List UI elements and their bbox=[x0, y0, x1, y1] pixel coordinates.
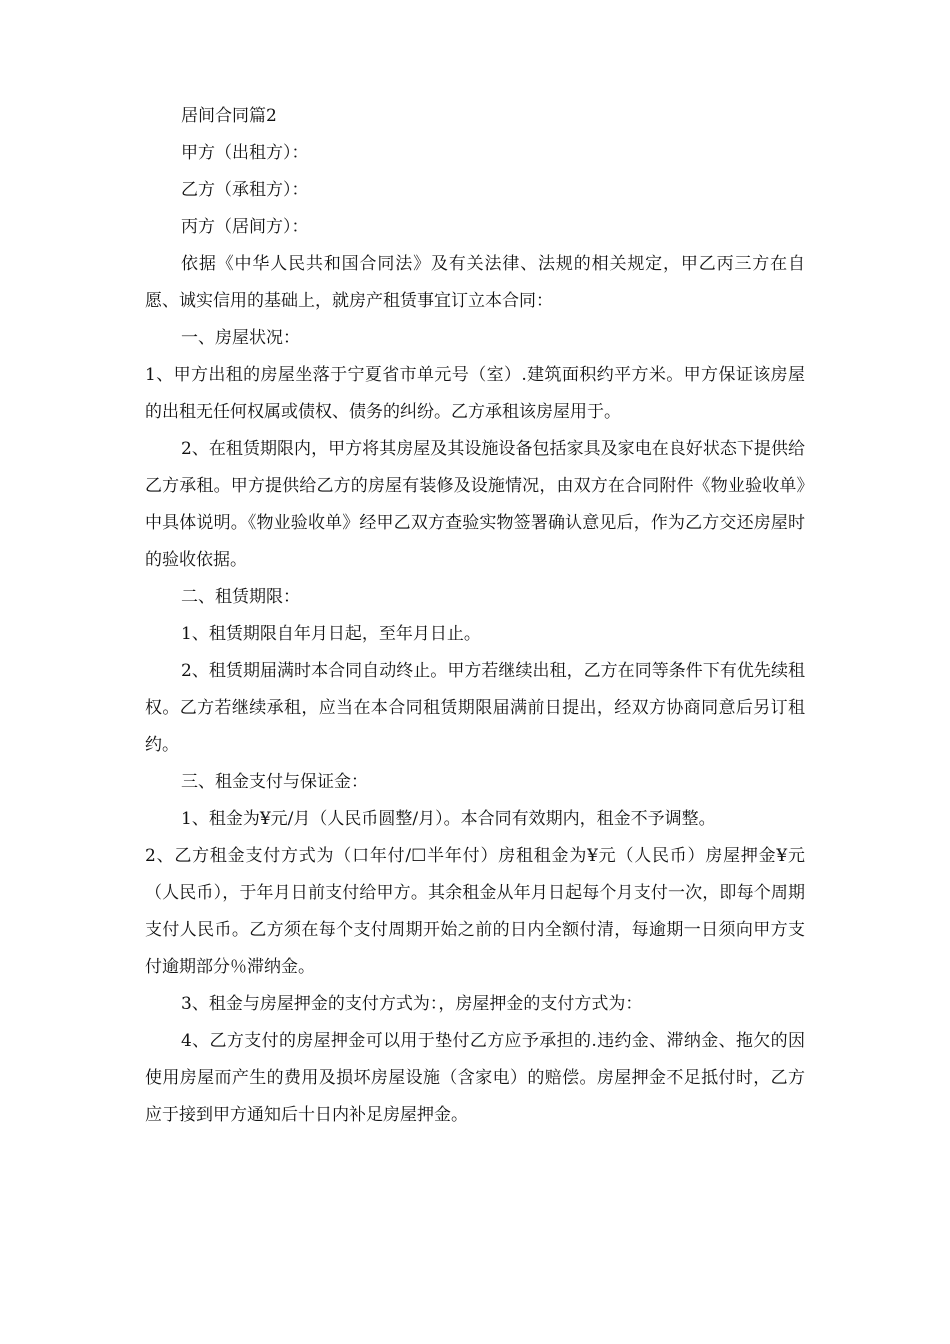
clause-2-2: 2、租赁期届满时本合同自动终止。甲方若继续出租，乙方在同等条件下有优先续租权。乙方若继续承租，应当在本合同租赁期限届满前日提出，经双方协商同意后另订租约。 bbox=[145, 661, 805, 755]
party-c-line: 丙方（居间方）： bbox=[181, 217, 309, 237]
clause-3-3: 3、租金与房屋押金的支付方式为：，房屋押金的支付方式为： bbox=[181, 994, 643, 1014]
party-a-line: 甲方（出租方）： bbox=[181, 143, 309, 163]
heading-lease-term: 二、租赁期限： bbox=[181, 587, 300, 607]
clause-3-2: 2、乙方租金支付方式为（口年付/☐半年付）房租租金为¥元（人民币）房屋押金¥元（人民币），于年月日前支付给甲方。其余租金从年月日起每个月支付一次，即每个周期支付人民币。乙方须在每个支付周期开始之前的日内全额付清，每逾期一日须向甲方支付逾期部分％滞纳金。 bbox=[145, 846, 805, 977]
party-b-line: 乙方（承租方）： bbox=[181, 180, 309, 200]
preamble-paragraph: 依据《中华人民共和国合同法》及有关法律、法规的相关规定，甲乙丙三方在自愿、诚实信用的基础上，就房产租赁事宜订立本合同： bbox=[145, 254, 805, 311]
clause-1-1: 1、甲方出租的房屋坐落于宁夏省市单元号（室）.建筑面积约平方米。甲方保证该房屋的出租无任何权属或债权、债务的纠纷。乙方承租该房屋用于。 bbox=[145, 365, 805, 422]
clause-1-2: 2、在租赁期限内，甲方将其房屋及其设施设备包括家具及家电在良好状态下提供给乙方承租。甲方提供给乙方的房屋有装修及设施情况，由双方在合同附件《物业验收单》中具体说明。《物业验收单》经甲乙双方查验实物签署确认意见后，作为乙方交还房屋时的验收依据。 bbox=[145, 439, 805, 570]
section-title: 居间合同篇2 bbox=[181, 106, 277, 126]
heading-property-status: 一、房屋状况： bbox=[181, 328, 300, 348]
heading-rent-payment: 三、租金支付与保证金： bbox=[181, 772, 368, 792]
clause-3-1: 1、租金为¥元/月（人民币圆整/月）。本合同有效期内，租金不予调整。 bbox=[181, 809, 716, 829]
document-body bbox=[145, 98, 805, 1134]
clause-2-1: 1、租赁期限自年月日起，至年月日止。 bbox=[181, 624, 481, 644]
clause-3-4: 4、乙方支付的房屋押金可以用于垫付乙方应予承担的.违约金、滞纳金、拖欠的因使用房屋而产生的费用及损坏房屋设施（含家电）的赔偿。房屋押金不足抵付时，乙方应于接到甲方通知后十日内补足房屋押金。 bbox=[145, 1031, 805, 1125]
